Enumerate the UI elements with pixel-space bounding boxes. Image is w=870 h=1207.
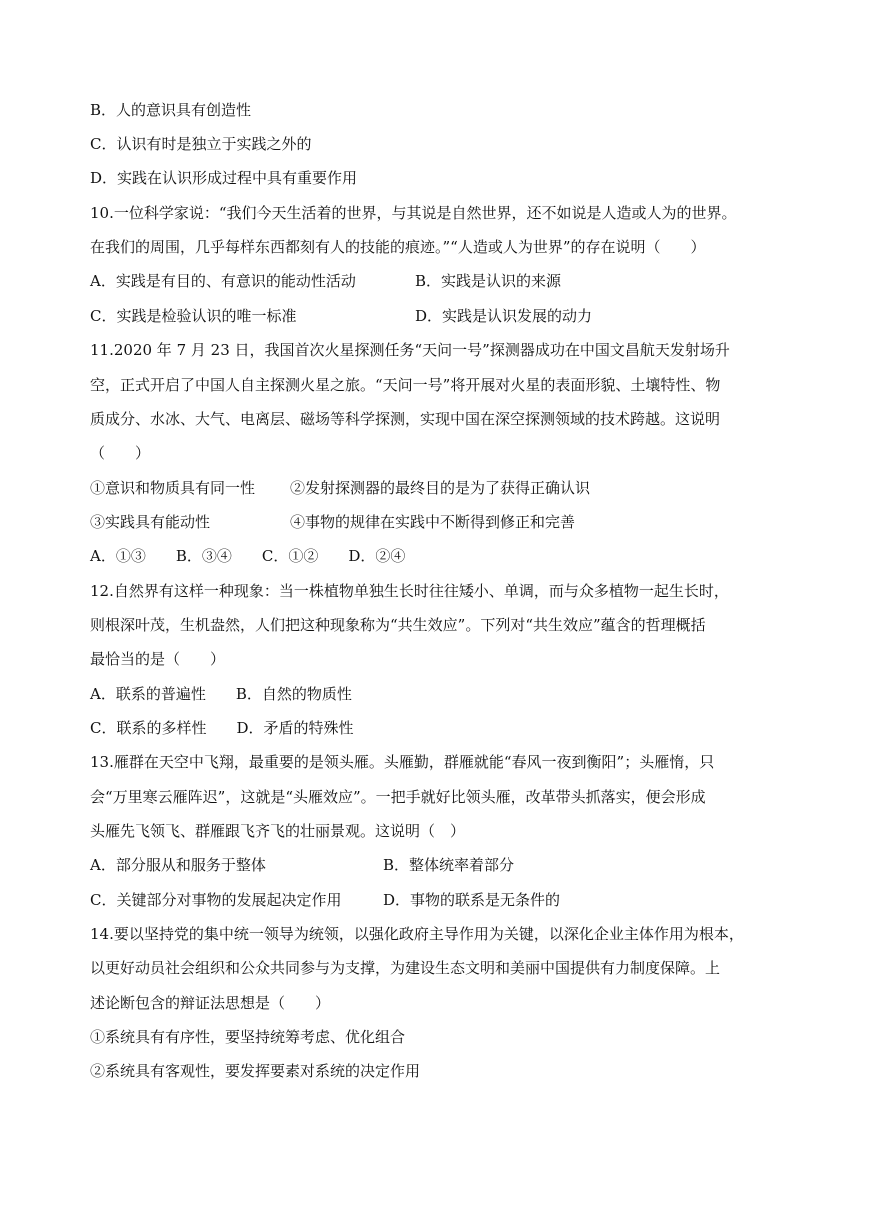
q13-option-d: D．事物的联系是无条件的	[383, 891, 561, 909]
q13-option-a: A．部分服从和服务于整体	[90, 856, 266, 874]
q10-stem-line-2: 在我们的周围，几乎每样东西都刻有人的技能的痕迹。”“人造或人为世界”的存在说明（ ）	[90, 238, 706, 256]
q13-option-c: C．关键部分对事物的发展起决定作用	[90, 891, 342, 909]
q13-stem-line-2: 会“万里寒云雁阵迟”，这就是“头雁效应”。一把手就好比领头雁，改革带头抓落实，便会形成	[90, 788, 706, 806]
q11-statement-4: ④事物的规律在实践中不断得到修正和完善	[290, 513, 576, 531]
q11-stem-line-3: 质成分、水冰、大气、电离层、磁场等科学探测，实现中国在深空探测领域的技术跨越。这说明	[90, 410, 721, 428]
q11-statement-2: ②发射探测器的最终目的是为了获得正确认识	[290, 479, 591, 497]
q11-stem-line-1: 11.2020 年 7 月 23 日，我国首次火星探测任务“天问一号”探测器成功在中国文昌航天发射场升	[90, 341, 730, 359]
q10-option-c: C．实践是检验认识的唯一标准	[90, 307, 297, 325]
q14-stem-line-2: 以更好动员社会组织和公众共同参与为支撑，为建设生态文明和美丽中国提供有力制度保障。上	[90, 959, 721, 977]
q14-stem-line-1: 14.要以坚持党的集中统一领导为统领，以强化政府主导作用为关键，以深化企业主体作用为根本，	[90, 925, 744, 943]
q10-option-d: D．实践是认识发展的动力	[415, 307, 593, 325]
q9-option-d: D．实践在认识形成过程中具有重要作用	[90, 169, 358, 187]
q11-options: A．①③ B．③④ C．①② D．②④	[90, 547, 406, 565]
q10-stem-line-1: 10.一位科学家说：“我们今天生活着的世界，与其说是自然世界，还不如说是人造或人为的世界。	[90, 204, 737, 222]
q14-statement-2: ②系统具有客观性，要发挥要素对系统的决定作用	[90, 1062, 421, 1080]
q13-stem-line-3: 头雁先飞领飞、群雁跟飞齐飞的壮丽景观。这说明（ ）	[90, 822, 466, 840]
q12-stem-line-1: 12.自然界有这样一种现象：当一株植物单独生长时往往矮小、单调，而与众多植物一起生长时，	[90, 582, 729, 600]
q14-stem-line-3: 述论断包含的辩证法思想是（ ）	[90, 994, 331, 1012]
q13-stem-line-1: 13.雁群在天空中飞翔，最重要的是领头雁。头雁勤，群雁就能“春风一夜到衡阳”；头雁惰，只	[90, 753, 715, 771]
q11-statement-1: ①意识和物质具有同一性	[90, 479, 256, 497]
q12-stem-line-2: 则根深叶茂，生机盎然，人们把这种现象称为“共生效应”。下列对“共生效应”蕴含的哲理概括	[90, 616, 706, 634]
q11-stem-line-4: （ ）	[90, 444, 151, 462]
q12-options-row-2: C．联系的多样性 D．矛盾的特殊性	[90, 719, 354, 737]
q10-option-a: A．实践是有目的、有意识的能动性活动	[90, 272, 356, 290]
q12-options-row-1: A．联系的普遍性 B．自然的物质性	[90, 685, 352, 703]
q11-stem-line-2: 空，正式开启了中国人自主探测火星之旅。“天问一号”将开展对火星的表面形貌、土壤特性、物	[90, 376, 721, 394]
q13-option-b: B．整体统率着部分	[383, 856, 515, 874]
q9-option-b: B．人的意识具有创造性	[90, 101, 252, 119]
q9-option-c: C．认识有时是独立于实践之外的	[90, 135, 312, 153]
q12-stem-line-3: 最恰当的是（ ）	[90, 650, 226, 668]
q11-statement-3: ③实践具有能动性	[90, 513, 211, 531]
q10-option-b: B．实践是认识的来源	[415, 272, 562, 290]
q14-statement-1: ①系统具有有序性，要坚持统筹考虑、优化组合	[90, 1028, 406, 1046]
